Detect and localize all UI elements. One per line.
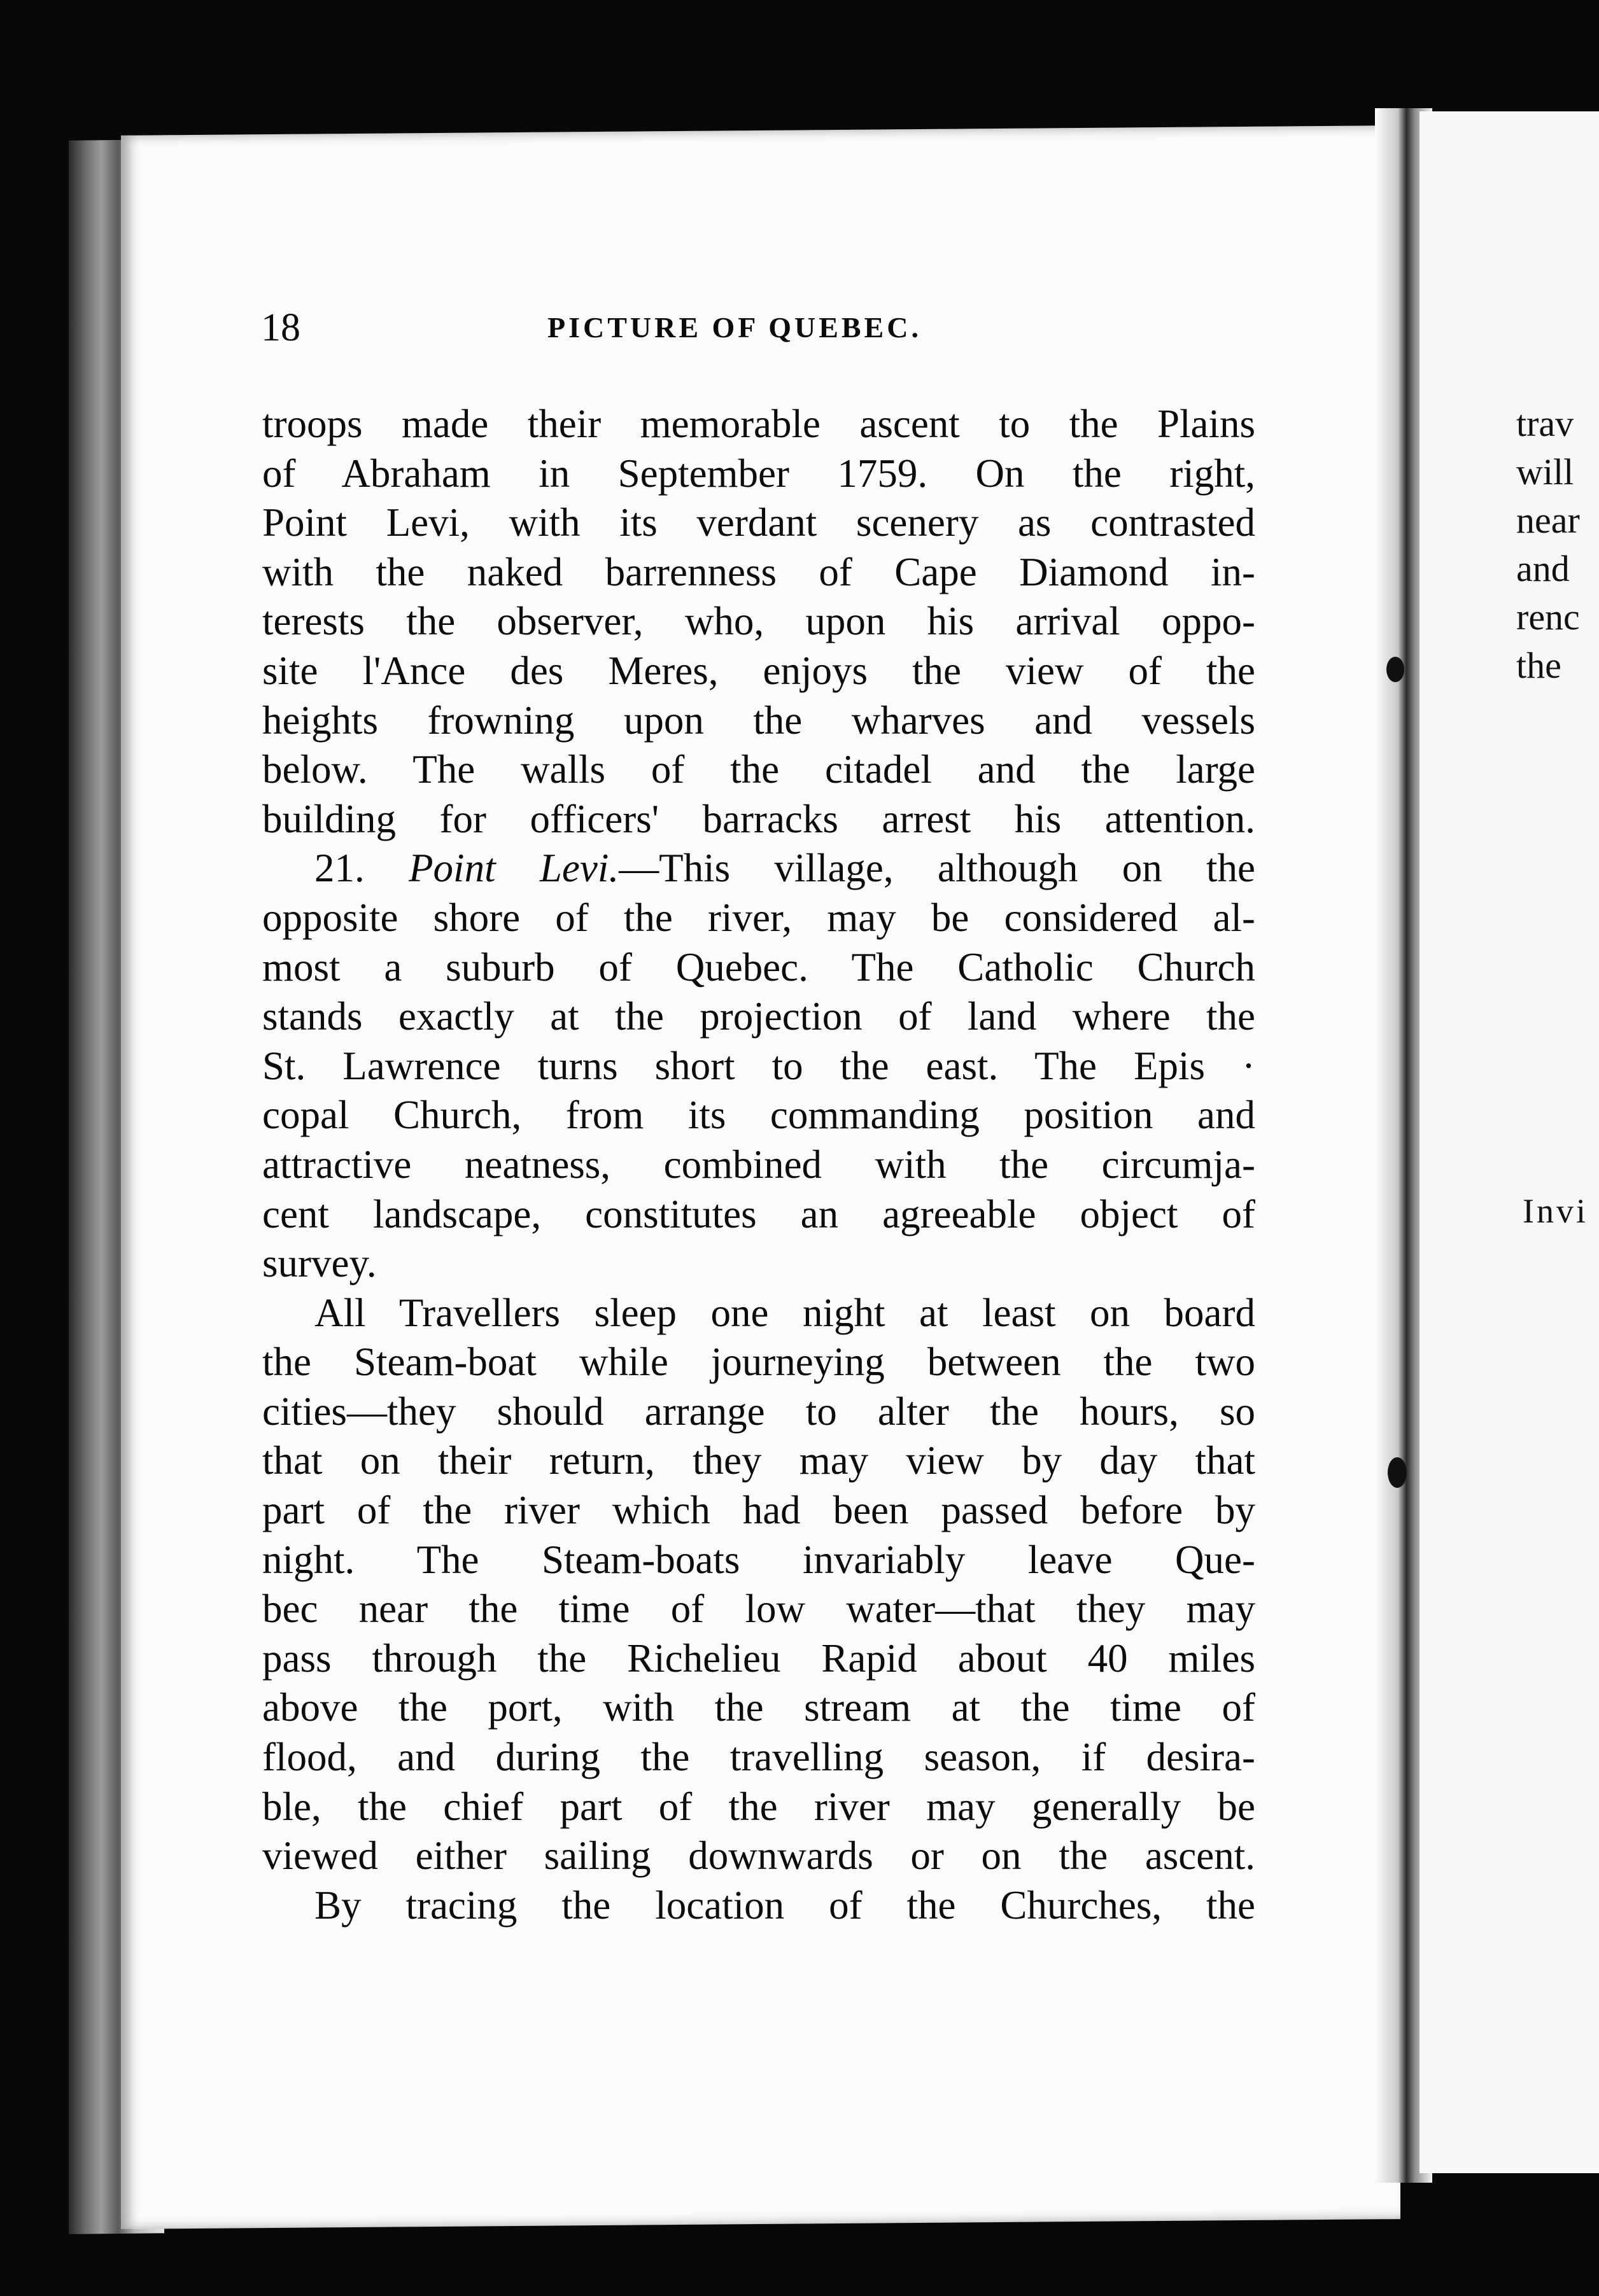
text-line: viewed either sailing downwards or on the ascent. xyxy=(262,1833,1255,1879)
right-line: the xyxy=(1516,645,1561,686)
right-page-text xyxy=(1516,400,1599,690)
running-head: PICTURE OF QUEBEC. xyxy=(547,311,922,344)
text-line: night. The Steam-boats invariably leave Que- xyxy=(262,1537,1255,1582)
text-line: above the port, with the stream at the time of xyxy=(262,1685,1255,1730)
text-line: site l'Ance des Meres, enjoys the view of the xyxy=(262,648,1255,693)
text-line: St. Lawrence turns short to the east. The Epis · xyxy=(262,1043,1255,1088)
text-line: bec near the time of low water—that they may xyxy=(262,1586,1255,1632)
text-line: pass through the Richelieu Rapid about 40 miles xyxy=(262,1635,1255,1681)
text-line: All Travellers sleep one night at least on board xyxy=(314,1290,1255,1335)
text-line: cities—they should arrange to alter the hours, so xyxy=(262,1389,1255,1434)
right-page-heading: Invi xyxy=(1523,1192,1588,1230)
text-line: building for officers' barracks arrest his attention. xyxy=(262,796,1255,841)
text-line: of Abraham in September 1759. On the right, xyxy=(262,451,1255,496)
text-line: attractive neatness, combined with the circumja- xyxy=(262,1142,1255,1187)
text-line: cent landscape, constitutes an agreeable object of xyxy=(262,1191,1255,1236)
text-line: that on their return, they may view by day that xyxy=(262,1438,1255,1483)
right-line: and xyxy=(1516,548,1570,589)
text-line: terests the observer, who, upon his arrival oppo- xyxy=(262,599,1255,644)
text-line: part of the river which had been passed before by xyxy=(262,1488,1255,1533)
section-number: 21. xyxy=(314,846,365,891)
ink-spot xyxy=(1388,1457,1407,1488)
page-header xyxy=(261,305,1260,356)
text-line: By tracing the location of the Churches, the xyxy=(314,1882,1255,1928)
text-line: the Steam-boat while journeying between the two xyxy=(262,1340,1255,1385)
section-heading-line xyxy=(262,844,1255,893)
text-line: below. The walls of the citadel and the large xyxy=(262,747,1255,792)
section-text: —This village, although on the xyxy=(619,846,1256,891)
text-line: opposite shore of the river, may be considered al- xyxy=(262,895,1255,940)
right-line: will xyxy=(1516,451,1574,493)
text-line: troops made their memorable ascent to the Plains xyxy=(262,402,1255,446)
ink-spot xyxy=(1386,657,1404,682)
text-line: survey. xyxy=(262,1241,377,1286)
page-number: 18 xyxy=(261,306,300,349)
text-line: ble, the chief part of the river may generally be xyxy=(262,1784,1255,1829)
text-line: Point Levi, with its verdant scenery as contrasted xyxy=(262,500,1255,545)
text-line: flood, and during the travelling season, if desira- xyxy=(262,1735,1255,1780)
section-title: Point Levi. xyxy=(409,846,619,891)
right-line: renc xyxy=(1516,596,1580,638)
text-line: copal Church, from its commanding position and xyxy=(262,1093,1255,1138)
text-line: most a suburb of Quebec. The Catholic Church xyxy=(262,944,1255,990)
text-line: heights frowning upon the wharves and vessels xyxy=(262,697,1255,743)
right-line: near xyxy=(1516,500,1580,541)
body-text xyxy=(262,400,1255,1930)
right-line: trav xyxy=(1516,403,1574,444)
text-line: with the naked barrenness of Cape Diamond in- xyxy=(262,549,1255,594)
text-line: stands exactly at the projection of land where the xyxy=(262,994,1255,1039)
